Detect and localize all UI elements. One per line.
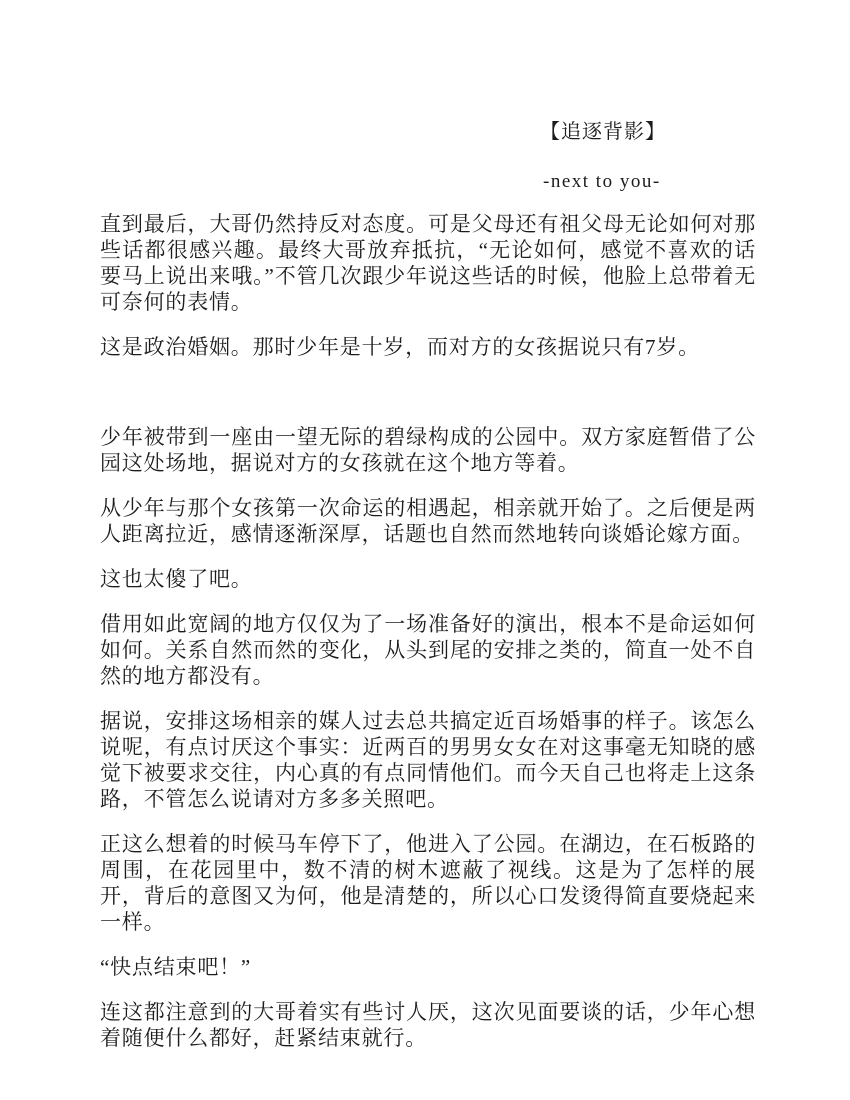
paragraph: 直到最后，大哥仍然持反对态度。可是父母还有祖父母无论如何对那些话都很感兴趣。最终大哥放弃抵抗，“无论如何，感觉不喜欢的话要马上说出来哦。”不管几次跟少年说这些话的时候，他脸上总带着无可奈何的表情。 bbox=[100, 212, 756, 314]
chapter-title: 【追逐背影】 bbox=[540, 121, 666, 143]
paragraph: 正这么想着的时候马车停下了，他进入了公园。在湖边，在石板路的周围，在花园里中，数不清的树木遮蔽了视线。这是为了怎样的展开，背后的意图又为何，他是清楚的，所以心口发烫得简直要烧起来一样。 bbox=[100, 832, 756, 934]
paragraph: 少年被带到一座由一望无际的碧绿构成的公园中。双方家庭暂借了公园这处场地，据说对方的女孩就在这个地方等着。 bbox=[100, 425, 756, 475]
paragraph: 这是政治婚姻。那时少年是十岁，而对方的女孩据说只有7岁。 bbox=[100, 335, 700, 359]
document-body bbox=[100, 211, 756, 1051]
blank-line bbox=[100, 379, 756, 405]
paragraph: 借用如此宽阔的地方仅仅为了一场准备好的演出，根本不是命运如何如何。关系自然而然的变化，从头到尾的安排之类的，简直一处不自然的地方都没有。 bbox=[100, 612, 756, 688]
paragraph: “快点结束吧！” bbox=[100, 955, 252, 979]
paragraph: 这也太傻了吧。 bbox=[100, 567, 253, 591]
paragraph: 据说，安排这场相亲的媒人过去总共搞定近百场婚事的样子。该怎么说呢，有点讨厌这个事实：近两百的男男女女在对这事毫无知晓的感觉下被要求交往，内心真的有点同情他们。而今天自己也将走上这条路，不管怎么说请对方多多关照吧。 bbox=[100, 709, 756, 811]
chapter-subtitle: -next to you- bbox=[543, 171, 661, 192]
paragraph: 连这都注意到的大哥着实有些讨人厌，这次见面要谈的话，少年心想着随便什么都好，赶紧结束就行。 bbox=[100, 1000, 756, 1050]
paragraph: 从少年与那个女孩第一次命运的相遇起，相亲就开始了。之后便是两人距离拉近，感情逐渐深厚，话题也自然而然地转向谈婚论嫁方面。 bbox=[100, 496, 756, 546]
